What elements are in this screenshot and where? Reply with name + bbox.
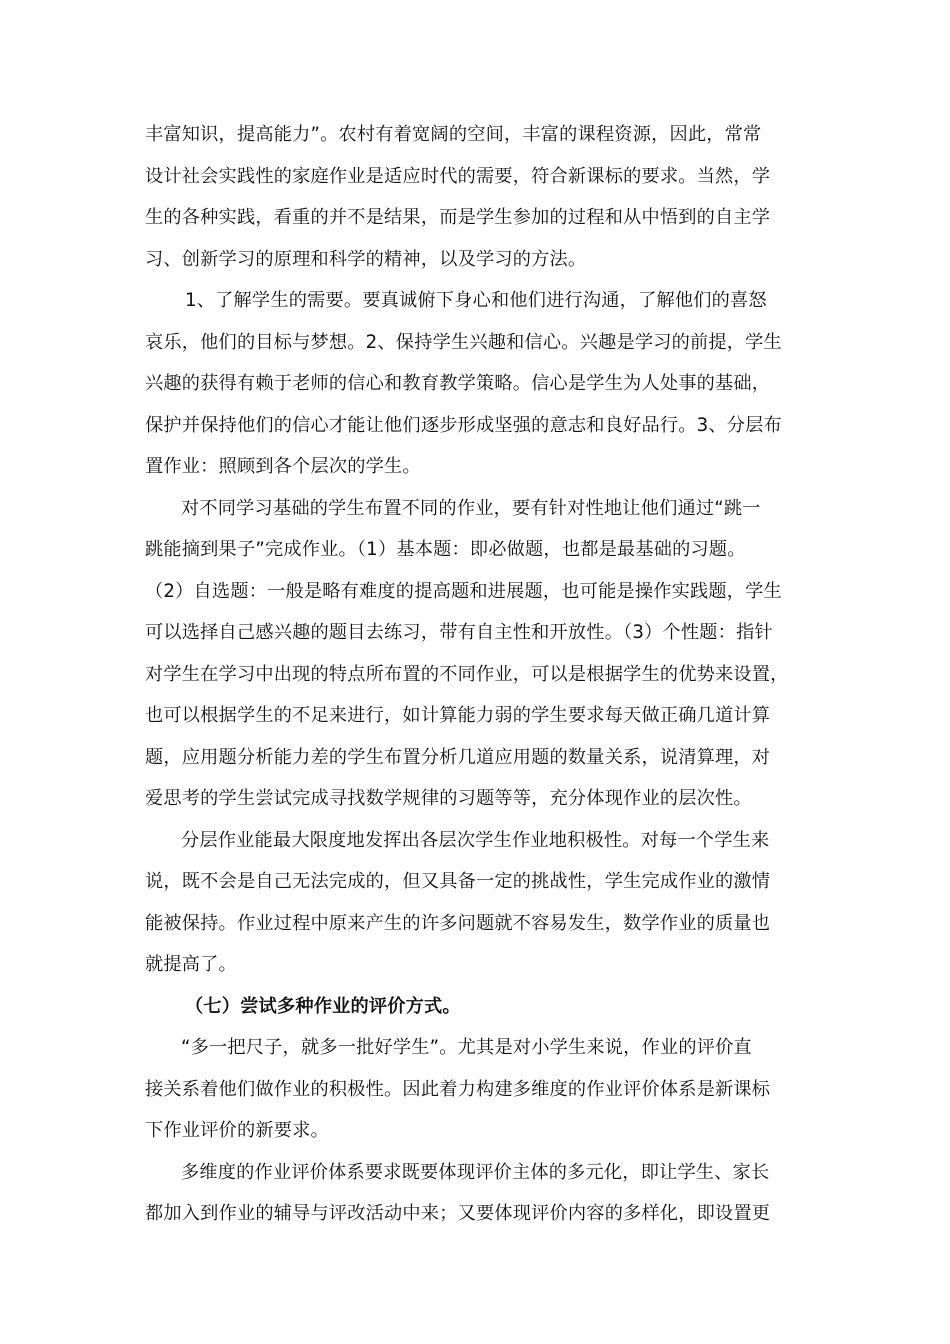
text-line: 生的各种实践，看重的并不是结果，而是学生参加的过程和从中悟到的自主学 bbox=[145, 207, 771, 228]
section-heading: （七）尝试多种作业的评价方式。 bbox=[185, 995, 461, 1017]
text-line: 设计社会实践性的家庭作业是适应时代的需要，符合新课标的要求。当然，学 bbox=[145, 165, 771, 187]
text-line: 题，应用题分析能力差的学生布置分析几道应用题的数量关系，说清算理，对 bbox=[145, 746, 771, 768]
text-line: 就提高了。 bbox=[145, 954, 237, 975]
text-line: 都加入到作业的辅导与评改活动中来；又要体现评价内容的多样化，即设置更 bbox=[145, 1203, 771, 1224]
text-line: 能被保持。作业过程中原来产生的许多问题就不容易发生，数学作业的质量也 bbox=[145, 912, 771, 934]
text-line: 保护并保持他们的信心才能让他们逐步形成坚强的意志和良好品行。3、分层布 bbox=[145, 414, 782, 436]
text-line: 对不同学习基础的学生布置不同的作业，要有针对性地让他们通过“跳一 bbox=[181, 497, 761, 519]
text-line: 对学生在学习中出现的特点所布置的不同作业，可以是根据学生的优势来设置， bbox=[145, 663, 789, 685]
text-line: 哀乐，他们的目标与梦想。2、保持学生兴趣和信心。兴趣是学习的前提，学生 bbox=[145, 331, 782, 353]
document-body bbox=[145, 114, 815, 1235]
text-line: 也可以根据学生的不足来进行，如计算能力弱的学生要求每天做正确几道计算 bbox=[145, 705, 771, 726]
text-line: 跳能摘到果子”完成作业。（1）基本题：即必做题，也都是最基础的习题。 bbox=[145, 539, 746, 560]
text-line: 可以选择自己感兴趣的题目去练习，带有自主性和开放性。（3）个性题：指针 bbox=[145, 622, 773, 643]
text-line: 多维度的作业评价体系要求既要体现评价主体的多元化，即让学生、家长 bbox=[181, 1161, 770, 1183]
text-line: 1、了解学生的需要。要真诚俯下身心和他们进行沟通，了解他们的喜怒 bbox=[185, 290, 767, 311]
text-line: 爱思考的学生尝试完成寻找数学规律的习题等等，充分体现作业的层次性。 bbox=[145, 788, 752, 809]
text-line: 丰富知识，提高能力”。农村有着宽阔的空间，丰富的课程资源，因此，常常 bbox=[145, 124, 762, 145]
text-line: 分层作业能最大限度地发挥出各层次学生作业地积极性。对每一个学生来 bbox=[181, 829, 770, 851]
text-line: “多一把尺子，就多一批好学生”。尤其是对小学生来说，作业的评价直 bbox=[181, 1037, 752, 1058]
text-line: （2）自选题：一般是略有难度的提高题和进展题，也可能是操作实践题，学生 bbox=[145, 580, 782, 602]
text-line: 习、创新学习的原理和科学的精神，以及学习的方法。 bbox=[145, 248, 587, 270]
text-line: 兴趣的获得有赖于老师的信心和教育教学策略。信心是学生为人处事的基础， bbox=[145, 373, 771, 394]
text-line: 接关系着他们做作业的积极性。因此着力构建多维度的作业评价体系是新课标 bbox=[145, 1078, 771, 1100]
text-line: 置作业：照顾到各个层次的学生。 bbox=[145, 456, 421, 477]
text-line: 下作业评价的新要求。 bbox=[145, 1120, 329, 1141]
text-line: 说，既不会是自己无法完成的，但又具备一定的挑战性，学生完成作业的激情 bbox=[145, 871, 771, 892]
